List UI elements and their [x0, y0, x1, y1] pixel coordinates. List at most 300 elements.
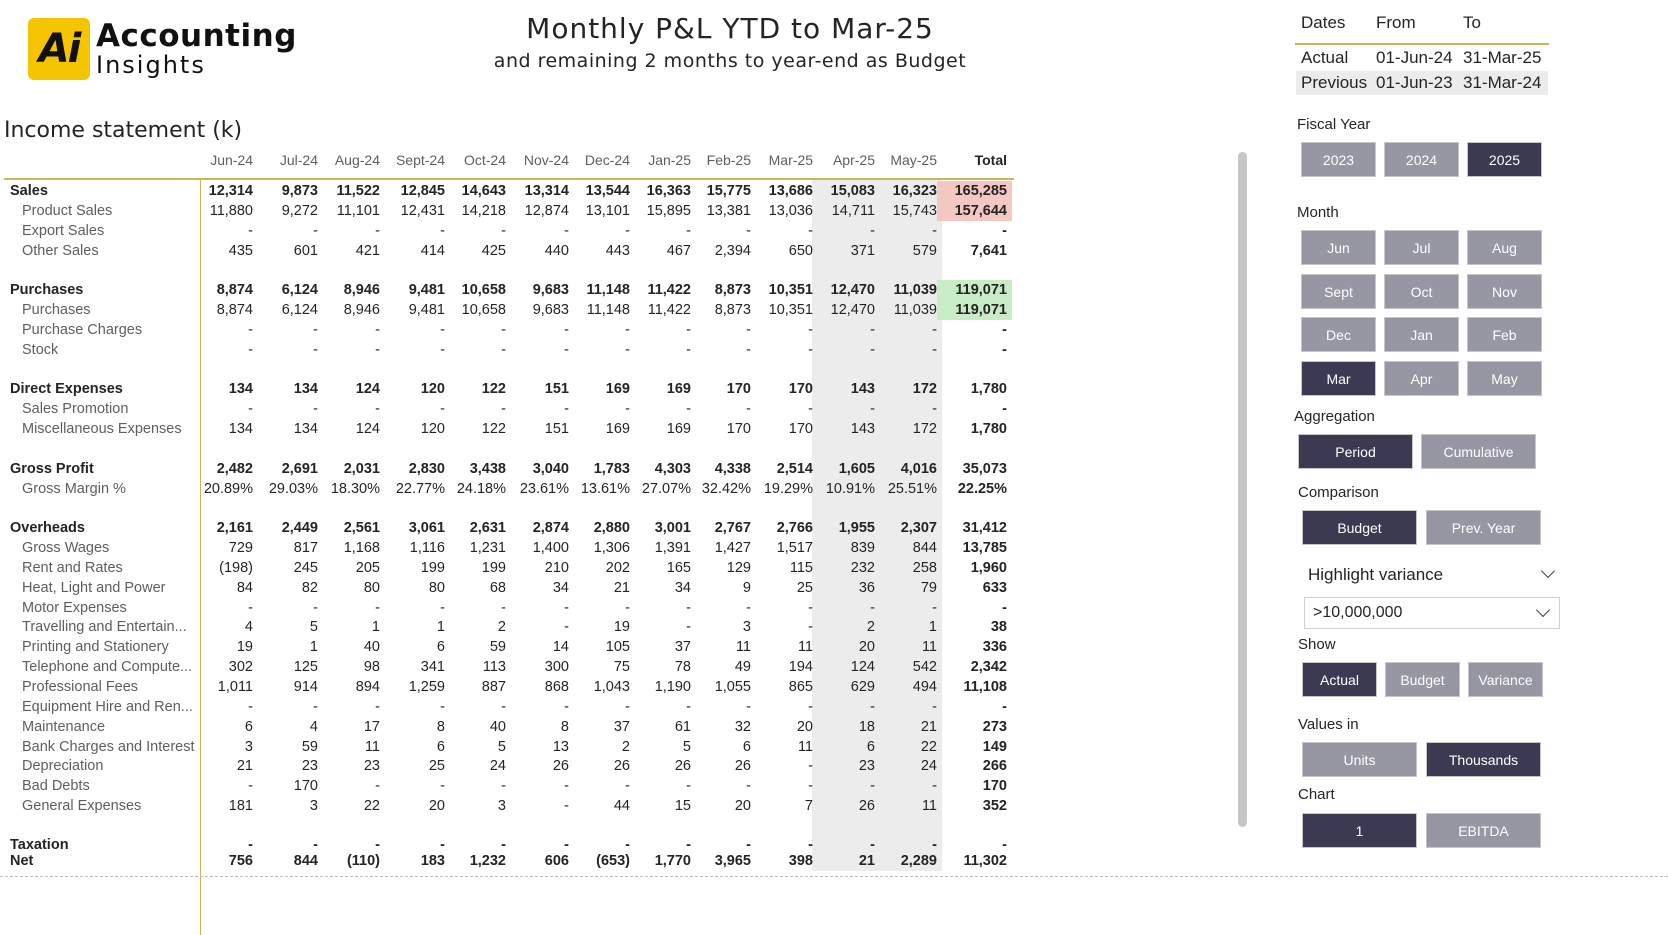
show-actual-button[interactable]: Actual [1302, 662, 1377, 697]
table-row [0, 479, 1020, 499]
value-cell: - [870, 342, 875, 358]
table-row [0, 796, 1020, 816]
value-cell: 11 [797, 639, 813, 655]
value-cell: 122 [481, 421, 506, 437]
value-cell: 425 [481, 243, 506, 259]
value-cell: 894 [355, 679, 380, 695]
value-cell: - [932, 401, 937, 417]
value-cell: - [746, 600, 751, 616]
value-cell: 1,232 [469, 853, 506, 869]
value-cell: - [501, 778, 506, 794]
value-cell: 15,775 [706, 183, 751, 199]
value-cell: - [564, 778, 569, 794]
value-cell: 11 [364, 739, 380, 755]
value-cell: 181 [228, 798, 253, 814]
value-cell: 169 [605, 421, 630, 437]
value-cell: 542 [912, 659, 937, 675]
table-row [0, 737, 1020, 757]
row-label: Export Sales [22, 223, 105, 239]
value-cell: 134 [228, 421, 253, 437]
value-cell: 9,873 [281, 183, 318, 199]
value-cell: 14,643 [461, 183, 506, 199]
value-cell: 134 [293, 421, 318, 437]
value-cell: 19 [236, 639, 253, 655]
value-cell: 210 [544, 560, 569, 576]
value-cell: 1,427 [714, 540, 751, 556]
value-cell: 868 [544, 679, 569, 695]
value-cell: 4 [309, 719, 318, 735]
value-cell: - [625, 223, 630, 239]
chevron-down-icon[interactable] [1541, 564, 1555, 578]
table-row [0, 320, 1020, 340]
total-cell: 352 [982, 798, 1007, 814]
value-cell: 25 [428, 758, 445, 774]
table-row [0, 459, 1020, 479]
value-cell: 59 [489, 639, 506, 655]
value-cell: 2,161 [216, 520, 253, 536]
value-cell: 494 [912, 679, 937, 695]
value-cell: - [686, 322, 691, 338]
value-cell: 170 [788, 421, 813, 437]
table-row [0, 518, 1020, 538]
month-apr-button[interactable]: Apr [1384, 361, 1459, 396]
value-cell: 440 [544, 243, 569, 259]
value-cell: 129 [726, 560, 751, 576]
value-cell: - [870, 223, 875, 239]
column-header: Dec-24 [584, 152, 630, 168]
value-cell: - [313, 699, 318, 715]
value-cell: 22 [363, 798, 380, 814]
value-cell: - [808, 778, 813, 794]
value-cell: 302 [228, 659, 253, 675]
value-cell: 2,691 [281, 461, 318, 477]
dates-row-name: Actual [1301, 48, 1349, 67]
month-feb-button[interactable]: Feb [1467, 317, 1542, 352]
month-sept-button[interactable]: Sept [1301, 274, 1376, 309]
value-cell: 11 [921, 639, 937, 655]
value-cell: 1,306 [593, 540, 630, 556]
value-cell: - [313, 223, 318, 239]
dates-row-name: Previous [1301, 73, 1368, 92]
value-cell: - [746, 401, 751, 417]
month-aug-button[interactable]: Aug [1467, 230, 1542, 265]
value-cell: 37 [613, 719, 630, 735]
value-cell: 650 [788, 243, 813, 259]
total-cell: 22.25% [957, 481, 1007, 497]
value-cell: 4,016 [900, 461, 937, 477]
report-subtitle: and remaining 2 months to year-end as Budget [493, 50, 967, 72]
value-cell: 14,711 [831, 203, 875, 219]
value-cell: - [808, 699, 813, 715]
value-cell: 3 [244, 739, 253, 755]
value-cell: 3 [497, 798, 506, 814]
value-cell: 59 [301, 739, 318, 755]
total-cell: 119,071 [937, 280, 1012, 300]
value-cell: 61 [674, 719, 691, 735]
value-cell: 1,259 [408, 679, 445, 695]
value-cell: - [625, 837, 630, 853]
fiscal-year-2025-button[interactable]: 2025 [1467, 142, 1542, 177]
row-label: Telephone and Compute... [22, 659, 193, 675]
value-cell: 15 [674, 798, 691, 814]
value-cell: 18.30% [330, 481, 380, 497]
value-cell: 27.07% [641, 481, 691, 497]
value-cell: 120 [420, 381, 445, 397]
value-cell: 11,880 [209, 203, 253, 219]
value-cell: 2,631 [469, 520, 506, 536]
value-cell: - [313, 600, 318, 616]
fiscal-year-2023-button[interactable]: 2023 [1301, 142, 1376, 177]
highlight-variance-label: Highlight variance [1308, 565, 1444, 584]
value-cell: 1,231 [469, 540, 506, 556]
value-cell: - [808, 600, 813, 616]
value-cell: 8,873 [714, 282, 751, 298]
table-row [0, 851, 1020, 871]
value-cell: 105 [605, 639, 630, 655]
aggregation-cumulative-button[interactable]: Cumulative [1421, 434, 1536, 469]
value-cell: 40 [363, 639, 380, 655]
value-cell: 169 [666, 381, 691, 397]
value-cell: 151 [544, 381, 569, 397]
month-nov-button[interactable]: Nov [1467, 274, 1542, 309]
row-label: Purchases [10, 282, 84, 298]
value-cell: - [440, 699, 445, 715]
value-cell: 6 [742, 739, 751, 755]
value-cell: 122 [481, 381, 506, 397]
value-cell: (110) [346, 853, 380, 869]
value-cell: 12,314 [208, 183, 253, 199]
value-cell: 9,272 [281, 203, 318, 219]
table-row [0, 181, 1020, 201]
table-row [0, 717, 1020, 737]
value-cell: 865 [788, 679, 813, 695]
value-cell: 124 [850, 659, 875, 675]
value-cell: 232 [850, 560, 875, 576]
logo-line-2: Insights [96, 51, 206, 79]
value-cell: - [375, 600, 380, 616]
value-cell: - [564, 322, 569, 338]
value-cell: 12,470 [830, 282, 875, 298]
value-cell: 11 [735, 639, 751, 655]
show-label: Show [1298, 636, 1336, 653]
value-cell: - [501, 322, 506, 338]
value-cell: - [501, 342, 506, 358]
value-cell: - [870, 699, 875, 715]
dates-header-from: From [1376, 13, 1416, 32]
value-cell: 120 [420, 421, 445, 437]
highlight-variance-value: >10,000,000 [1313, 604, 1403, 621]
value-cell: - [808, 619, 813, 635]
total-cell: - [1002, 699, 1007, 715]
value-cell: - [501, 699, 506, 715]
row-label: Motor Expenses [22, 600, 127, 616]
value-cell: - [440, 322, 445, 338]
value-cell: 398 [788, 853, 813, 869]
chart-1-button[interactable]: 1 [1302, 813, 1417, 848]
value-cell: 44 [613, 798, 630, 814]
column-header: Feb-25 [706, 152, 751, 168]
value-cell: 12,845 [400, 183, 445, 199]
total-cell: 119,071 [937, 300, 1012, 320]
value-cell: 1,168 [343, 540, 380, 556]
comparison-budget-button[interactable]: Budget [1302, 510, 1417, 545]
chart-ebitda-button[interactable]: EBITDA [1426, 813, 1541, 848]
row-label: Professional Fees [22, 679, 139, 695]
table-row [0, 280, 1020, 300]
show-budget-button[interactable]: Budget [1385, 662, 1460, 697]
dates-row-actual [1296, 46, 1548, 70]
total-cell: 165,285 [937, 181, 1012, 201]
value-cell: - [808, 342, 813, 358]
value-cell: - [870, 401, 875, 417]
value-cell: 467 [666, 243, 691, 259]
total-cell: - [1002, 223, 1007, 239]
total-cell: 273 [982, 719, 1007, 735]
month-dec-button[interactable]: Dec [1301, 317, 1376, 352]
value-cell: 170 [788, 381, 813, 397]
value-cell: 124 [355, 381, 380, 397]
value-cell: 26 [552, 758, 569, 774]
total-cell: 266 [982, 758, 1007, 774]
value-cell: - [564, 342, 569, 358]
value-cell: 8,873 [714, 302, 751, 318]
row-label: Gross Profit [10, 461, 94, 477]
month-label: Month [1297, 204, 1339, 221]
value-cell: 49 [734, 659, 751, 675]
value-cell: - [248, 401, 253, 417]
value-cell: 18 [858, 719, 875, 735]
value-cell: 3,040 [532, 461, 569, 477]
aggregation-period-button[interactable]: Period [1298, 434, 1413, 469]
value-cell: 8,946 [343, 302, 380, 318]
value-cell: 32 [734, 719, 751, 735]
table-row [0, 399, 1020, 419]
value-cell: - [564, 600, 569, 616]
value-cell: 756 [228, 853, 253, 869]
value-cell: 844 [912, 540, 937, 556]
value-cell: 1,400 [532, 540, 569, 556]
report-title: Monthly P&L YTD to Mar-25 [526, 12, 934, 45]
month-jan-button[interactable]: Jan [1384, 317, 1459, 352]
value-cell: 1 [928, 619, 937, 635]
value-cell: 2 [621, 739, 630, 755]
value-cell: 10.91% [825, 481, 875, 497]
value-cell: 6 [436, 739, 445, 755]
value-cell: 20 [428, 798, 445, 814]
value-cell: 2,767 [714, 520, 751, 536]
dates-row-to: 31-Mar-25 [1463, 48, 1542, 67]
total-cell: 13,785 [962, 540, 1007, 556]
value-cell: 15,895 [646, 203, 691, 219]
value-cell: - [808, 322, 813, 338]
value-cell: 32.42% [701, 481, 751, 497]
total-cell: 149 [982, 739, 1007, 755]
row-label: Overheads [10, 520, 85, 536]
value-cell: - [248, 778, 253, 794]
logo-mark: Ai [28, 18, 90, 80]
value-cell: 170 [726, 381, 751, 397]
row-label: Bad Debts [22, 778, 90, 794]
total-cell: 1,960 [970, 560, 1007, 576]
value-cell: - [686, 837, 691, 853]
row-label: Gross Margin % [22, 481, 126, 497]
value-cell: 24 [920, 758, 937, 774]
value-cell: - [564, 223, 569, 239]
value-cell: 170 [726, 421, 751, 437]
row-label: Purchase Charges [22, 322, 143, 338]
value-cell: 4,303 [654, 461, 691, 477]
value-cell: 10,351 [768, 302, 813, 318]
value-cell: 2,514 [776, 461, 813, 477]
value-cell: 199 [420, 560, 445, 576]
row-label: Maintenance [22, 719, 106, 735]
value-cell: 151 [544, 421, 569, 437]
table-row [0, 756, 1020, 776]
total-cell: - [1002, 342, 1007, 358]
table-row [0, 241, 1020, 261]
value-cell: 113 [482, 659, 506, 675]
value-cell: 421 [355, 243, 380, 259]
value-cell: - [248, 322, 253, 338]
table-row [0, 419, 1020, 439]
show-variance-button[interactable]: Variance [1468, 662, 1543, 697]
column-header: Mar-25 [768, 152, 813, 168]
fiscal-year-label: Fiscal Year [1297, 116, 1371, 133]
comparison-prev-year-button[interactable]: Prev. Year [1426, 510, 1541, 545]
values-in-units-button[interactable]: Units [1302, 742, 1417, 777]
table-scrollbar[interactable] [1238, 152, 1247, 827]
logo-line-1: Accounting [96, 18, 297, 54]
value-cell: - [625, 342, 630, 358]
total-cell: 336 [982, 639, 1007, 655]
table-row [0, 538, 1020, 558]
value-cell: - [313, 342, 318, 358]
value-cell: 68 [489, 580, 506, 596]
value-cell: - [808, 401, 813, 417]
row-label: General Expenses [22, 798, 142, 814]
value-cell: - [870, 837, 875, 853]
values-in-thousands-button[interactable]: Thousands [1426, 742, 1541, 777]
value-cell: 2 [497, 619, 506, 635]
total-cell: - [1002, 837, 1007, 853]
value-cell: 839 [850, 540, 875, 556]
value-cell: 199 [481, 560, 506, 576]
value-cell: - [440, 342, 445, 358]
column-header: Jan-25 [648, 152, 691, 168]
value-cell: - [248, 342, 253, 358]
value-cell: 371 [850, 243, 875, 259]
value-cell: - [375, 342, 380, 358]
value-cell: 629 [850, 679, 875, 695]
value-cell: - [313, 322, 318, 338]
value-cell: - [440, 837, 445, 853]
value-cell: 729 [228, 540, 253, 556]
month-jun-button[interactable]: Jun [1301, 230, 1376, 265]
month-may-button[interactable]: May [1467, 361, 1542, 396]
column-header: Aug-24 [334, 152, 380, 168]
value-cell: 19.29% [763, 481, 813, 497]
table-row [0, 637, 1020, 657]
value-cell: 5 [309, 619, 318, 635]
value-cell: 15,743 [892, 203, 937, 219]
header-divider [4, 178, 1014, 180]
value-cell: 11,148 [586, 302, 630, 318]
month-mar-button[interactable]: Mar [1301, 361, 1376, 396]
value-cell: - [746, 699, 751, 715]
value-cell: 2,031 [343, 461, 380, 477]
value-cell: 19 [613, 619, 630, 635]
row-label: Purchases [22, 302, 91, 318]
row-label: Taxation [10, 837, 69, 853]
row-label: Direct Expenses [10, 381, 123, 397]
value-cell: 13.61% [580, 481, 630, 497]
value-cell: 22 [920, 739, 937, 755]
value-cell: - [375, 699, 380, 715]
value-cell: - [375, 837, 380, 853]
value-cell: 16,363 [646, 183, 691, 199]
highlight-variance-dropdown[interactable] [1304, 597, 1560, 629]
total-cell: 1,780 [970, 381, 1007, 397]
fiscal-year-2024-button[interactable]: 2024 [1384, 142, 1459, 177]
value-cell: 11 [797, 739, 813, 755]
value-cell: 24 [489, 758, 506, 774]
value-cell: 11,522 [336, 183, 380, 199]
value-cell: 9,683 [532, 302, 569, 318]
value-cell: - [932, 342, 937, 358]
table-row [0, 221, 1020, 241]
value-cell: 9,481 [408, 302, 445, 318]
value-cell: 4,338 [714, 461, 751, 477]
table-row [0, 558, 1020, 578]
value-cell: - [501, 401, 506, 417]
value-cell: 14 [552, 639, 569, 655]
value-cell: 6 [436, 639, 445, 655]
value-cell: - [686, 342, 691, 358]
row-label: Rent and Rates [22, 560, 123, 576]
value-cell: - [564, 619, 569, 635]
value-cell: 21 [236, 758, 253, 774]
value-cell: - [932, 837, 937, 853]
month-oct-button[interactable]: Oct [1384, 274, 1459, 309]
value-cell: 2,394 [714, 243, 751, 259]
value-cell: 8 [436, 719, 445, 735]
value-cell: 13,544 [585, 183, 630, 199]
column-header: Sept-24 [395, 152, 445, 168]
column-header: Oct-24 [463, 152, 506, 168]
value-cell: 15,083 [830, 183, 875, 199]
value-cell: 8 [560, 719, 569, 735]
value-cell: 98 [363, 659, 380, 675]
dates-row-to: 31-Mar-24 [1463, 73, 1542, 92]
value-cell: 26 [674, 758, 691, 774]
value-cell: 20 [734, 798, 751, 814]
value-cell: - [501, 223, 506, 239]
row-label: Travelling and Entertain... [22, 619, 187, 635]
value-cell: 5 [682, 739, 691, 755]
value-cell: 6 [866, 739, 875, 755]
value-cell: 601 [293, 243, 318, 259]
value-cell: - [625, 600, 630, 616]
value-cell: 23 [363, 758, 380, 774]
value-cell: - [440, 600, 445, 616]
chevron-down-icon[interactable] [1536, 603, 1550, 617]
value-cell: 11,148 [586, 282, 630, 298]
month-jul-button[interactable]: Jul [1384, 230, 1459, 265]
value-cell: 12,431 [400, 203, 445, 219]
value-cell: - [746, 342, 751, 358]
value-cell: 11,101 [336, 203, 380, 219]
value-cell: 3,438 [469, 461, 506, 477]
